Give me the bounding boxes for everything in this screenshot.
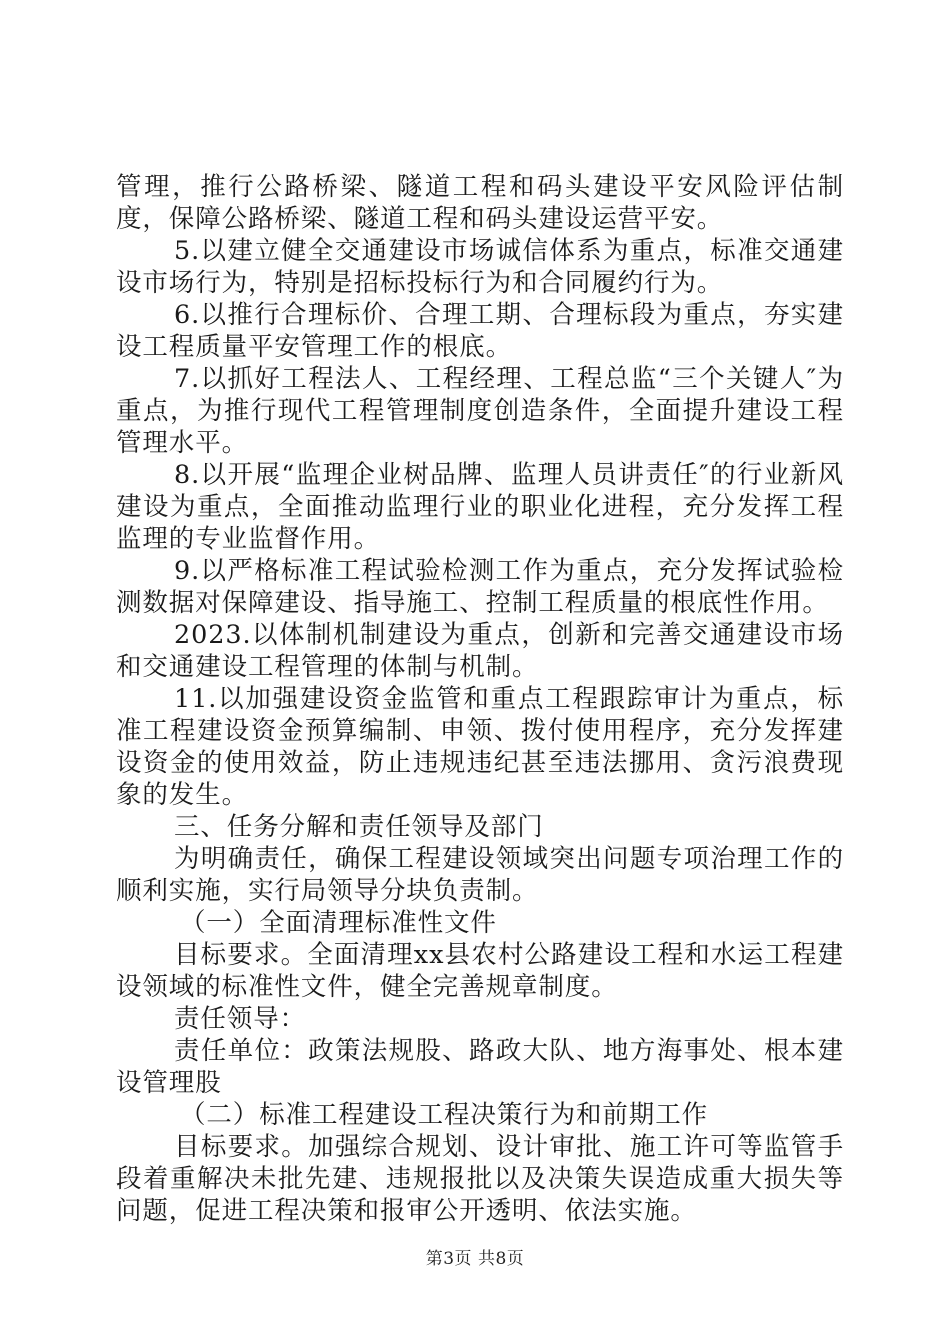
paragraph-item-10: 2023.以体制机制建设为重点，创新和完善交通建设市场和交通建设工程管理的体制与机制。 bbox=[116, 620, 844, 682]
paragraph-item-8: 8.以开展“监理企业树品牌、监理人员讲责任″的行业新风建设为重点，全面推动监理行业的职业化进程，充分发挥工程监理的专业监督作用。 bbox=[116, 460, 844, 554]
paragraph-item-9: 9.以严格标准工程试验检测工作为重点，充分发挥试验检测数据对保障建设、指导施工、控制工程质量的根底性作用。 bbox=[116, 556, 844, 618]
paragraph-leader-1: 责任领导： bbox=[174, 1004, 307, 1034]
paragraph-continuation: 管理，推行公路桥梁、隧道工程和码头建设平安风险评估制度，保障公路桥梁、隧道工程和码头建设运营平安。 bbox=[116, 172, 844, 234]
paragraph-item-7: 7.以抓好工程法人、工程经理、工程总监“三个关键人″为重点，为推行现代工程管理制度创造条件，全面提升建设工程管理水平。 bbox=[116, 364, 844, 458]
subsection-heading-1: （一）全面清理标准性文件 bbox=[180, 908, 497, 938]
page-number-footer: 第3页 共8页 bbox=[425, 1249, 525, 1269]
section-heading-3: 三、任务分解和责任领导及部门 bbox=[174, 812, 544, 842]
paragraph-goal-2: 目标要求。加强综合规划、设计审批、施工许可等监管手段着重解决未批先建、违规报批以及决策失误造成重大损失等问题，促进工程决策和报审公开透明、依法实施。 bbox=[116, 1132, 844, 1226]
paragraph-item-5: 5.以建立健全交通建设市场诚信体系为重点，标准交通建设市场行为，特别是招标投标行为和合同履约行为。 bbox=[116, 236, 844, 298]
paragraph-goal-1: 目标要求。全面清理xx县农村公路建设工程和水运工程建设领域的标准性文件，健全完善规章制度。 bbox=[116, 940, 844, 1002]
paragraph-item-6: 6.以推行合理标价、合理工期、合理标段为重点，夯实建设工程质量平安管理工作的根底。 bbox=[116, 300, 844, 362]
paragraph-item-11: 11.以加强建设资金监管和重点工程跟踪审计为重点，标准工程建设资金预算编制、申领、拨付使用程序，充分发挥建设资金的使用效益，防止违规违纪甚至违法挪用、贪污浪费现象的发生。 bbox=[116, 684, 844, 810]
paragraph-units-1: 责任单位：政策法规股、路政大队、地方海事处、根本建设管理股 bbox=[116, 1036, 844, 1098]
paragraph-responsibility-intro: 为明确责任，确保工程建设领域突出问题专项治理工作的顺利实施，实行局领导分块负责制。 bbox=[116, 844, 844, 906]
subsection-heading-2: （二）标准工程建设工程决策行为和前期工作 bbox=[180, 1100, 709, 1130]
document-body bbox=[116, 171, 844, 1227]
